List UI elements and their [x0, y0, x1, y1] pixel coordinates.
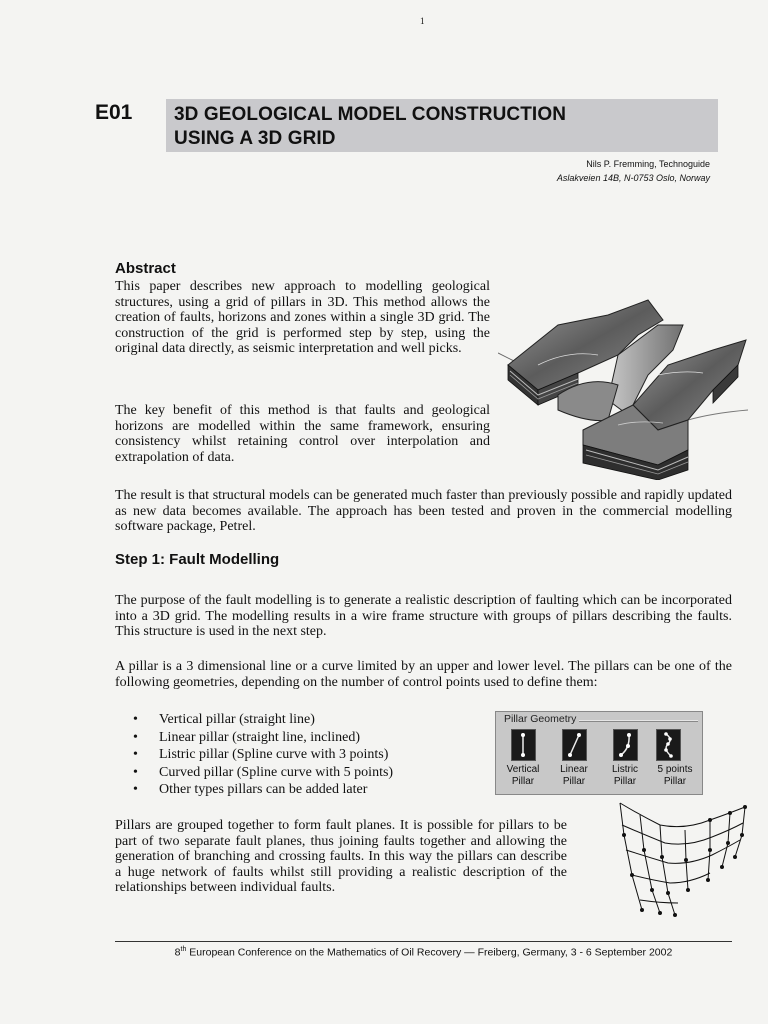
list-item: • Listric pillar (Spline curve with 3 points) [115, 746, 393, 764]
footer-rule [115, 941, 732, 942]
step1-heading: Step 1: Fault Modelling [115, 551, 280, 568]
listric-pillar-icon [614, 730, 637, 760]
step1-paragraph-3: Pillars are grouped together to form fault planes. It is possible for pillars to be part of two separate fault planes, thus joining faults together and allowing the generation of branching and crossing faults. In this way the pillars can describe a huge network of faults whilst still providing a realistic description of the relationships between individual faults. [115, 818, 567, 895]
listric-pillar-button[interactable] [613, 729, 638, 761]
pillar-geometry-title: Pillar Geometry [504, 713, 579, 725]
abstract-paragraph-1: This paper describes new approach to modelling geological structures, using a grid of pillars in 3D. This method allows the creation of faults, horizons and zones within a single 3D grid. The construction of the grid is performed step by step, using the original data directly, as seismic interpretation and well picks. [115, 279, 490, 356]
abstract-heading: Abstract [115, 260, 176, 277]
pillar-types-list [115, 711, 393, 799]
panel-divider [576, 720, 698, 722]
paper-title-line2: USING A 3D GRID [174, 128, 336, 149]
footer: 8th European Conference on the Mathematics of Oil Recovery — Freiberg, Germany, 3 - 6 September 2002 [174, 946, 673, 959]
list-item: • Curved pillar (Spline curve with 5 points) [115, 764, 393, 782]
vertical-pillar-button[interactable] [511, 729, 536, 761]
pillar-geometry-panel [495, 711, 703, 795]
abstract-paragraph-2: The key benefit of this method is that faults and geological horizons are modelled within the same framework, ensuring consistency whilst retaining control over interpolation and extrapolation of data. [115, 403, 490, 465]
vertical-pillar-icon [512, 730, 535, 760]
step1-paragraph-2: A pillar is a 3 dimensional line or a curve limited by an upper and lower level. The pillars can be one of the following geometries, depending on the number of control points used to define them: [115, 659, 732, 690]
geological-model-figure [498, 295, 750, 480]
listric-pillar-label: Listric Pillar [611, 764, 639, 787]
linear-pillar-button[interactable] [562, 729, 587, 761]
list-item: • Vertical pillar (straight line) [115, 711, 393, 729]
five-points-pillar-button[interactable] [656, 729, 681, 761]
list-item: • Linear pillar (straight line, inclined) [115, 729, 393, 747]
five-points-pillar-label: 5 points Pillar [657, 764, 693, 787]
step1-paragraph-1: The purpose of the fault modelling is to generate a realistic description of faulting which can be incorporated into a 3D grid. The modelling results in a wire frame structure with groups of pillars describing the faults. This structure is used in the next step. [115, 593, 732, 639]
fault-wireframe-figure [600, 795, 750, 920]
paper-title-line1: 3D GEOLOGICAL MODEL CONSTRUCTION [174, 104, 567, 125]
author-address: Aslakveien 14B, N-0753 Oslo, Norway [556, 173, 710, 183]
abstract-paragraph-3: The result is that structural models can be generated much faster than previously possible and rapidly updated as new data becomes available. The approach has been tested and proven in the commercial modelling software package, Petrel. [115, 488, 732, 534]
linear-pillar-label: Linear Pillar [560, 764, 588, 787]
five-points-pillar-icon [657, 730, 680, 760]
vertical-pillar-label: Vertical Pillar [506, 764, 540, 787]
paper-code: E01 [95, 101, 133, 124]
linear-pillar-icon [563, 730, 586, 760]
list-item: • Other types pillars can be added later [115, 781, 393, 799]
author: Nils P. Fremming, Technoguide [586, 159, 710, 169]
page-number: 1 [420, 16, 425, 26]
